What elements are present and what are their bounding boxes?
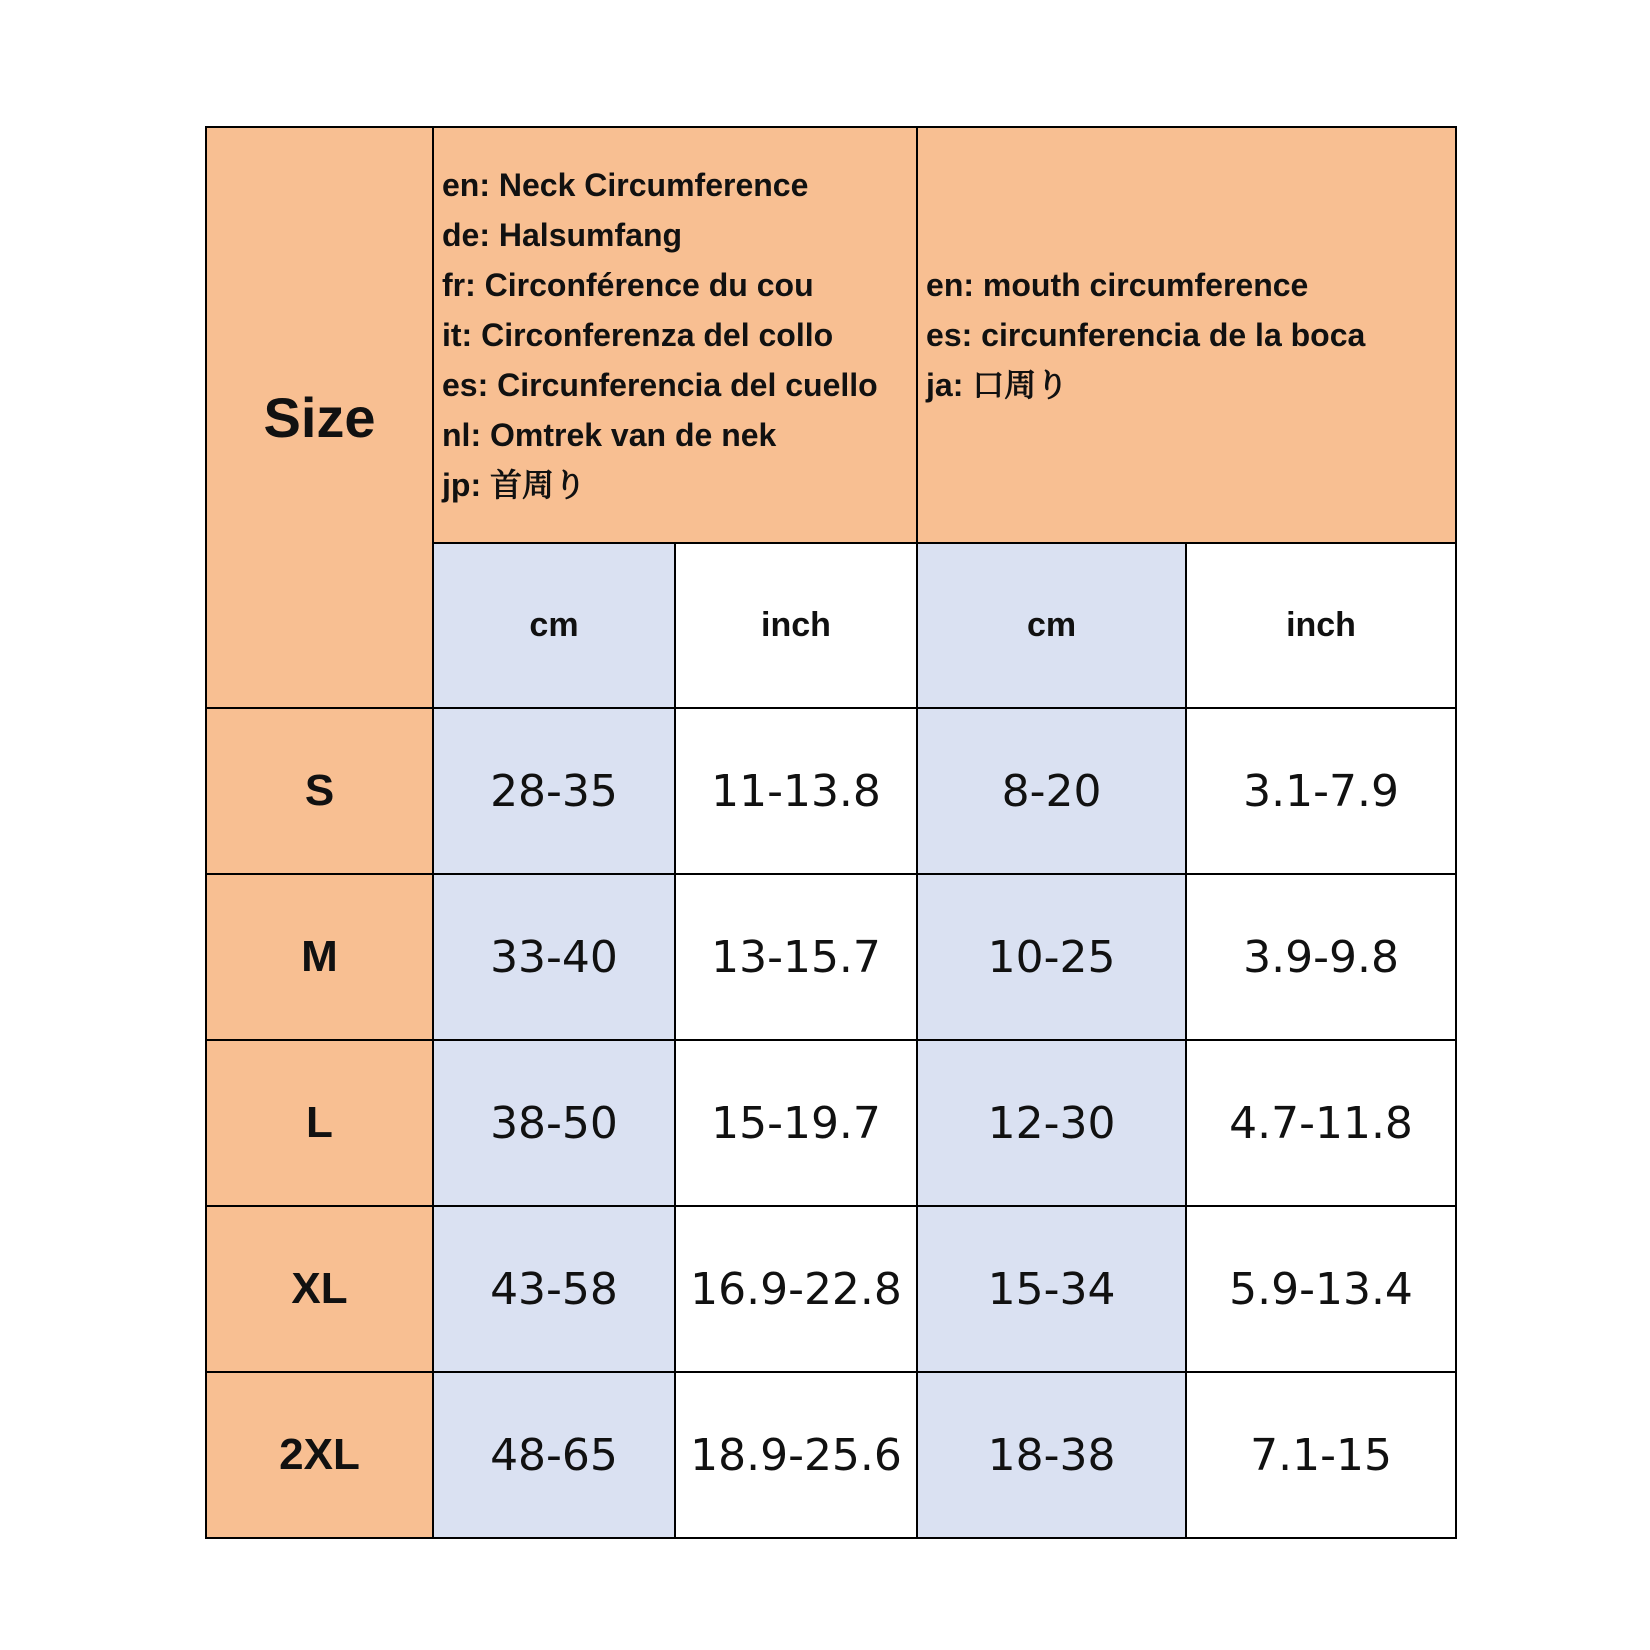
size-label: S xyxy=(206,708,433,874)
table-row xyxy=(206,1206,1456,1372)
mouth-header-line-ja: ja: 口周り xyxy=(926,367,1069,403)
mouth-inch-value: 7.1-15 xyxy=(1186,1372,1456,1538)
mouth-header-line-es: es: circunferencia de la boca xyxy=(926,317,1366,353)
neck-header-line-en: en: Neck Circumference xyxy=(442,167,809,203)
mouth-header-line-en: en: mouth circumference xyxy=(926,267,1309,303)
neck-inch-value: 18.9-25.6 xyxy=(675,1372,917,1538)
neck-cm-value: 33-40 xyxy=(433,874,675,1040)
neck-header-line-it: it: Circonferenza del collo xyxy=(442,317,834,353)
neck-header-line-nl: nl: Omtrek van de nek xyxy=(442,417,777,453)
neck-cm-value: 38-50 xyxy=(433,1040,675,1206)
neck-header-line-de: de: Halsumfang xyxy=(442,217,683,253)
unit-neck-cm: cm xyxy=(433,543,675,708)
mouth-inch-value: 3.1-7.9 xyxy=(1186,708,1456,874)
size-header-label: Size xyxy=(263,386,376,449)
table-row xyxy=(206,708,1456,874)
neck-header-line-fr: fr: Circonférence du cou xyxy=(442,267,814,303)
mouth-inch-value: 4.7-11.8 xyxy=(1186,1040,1456,1206)
header-row xyxy=(206,127,1456,543)
size-label: 2XL xyxy=(206,1372,433,1538)
unit-neck-inch: inch xyxy=(675,543,917,708)
size-label: M xyxy=(206,874,433,1040)
mouth-cm-value: 15-34 xyxy=(917,1206,1186,1372)
size-chart-table xyxy=(205,126,1457,1539)
mouth-cm-value: 10-25 xyxy=(917,874,1186,1040)
table-row xyxy=(206,1372,1456,1538)
neck-cm-value: 28-35 xyxy=(433,708,675,874)
mouth-inch-value: 3.9-9.8 xyxy=(1186,874,1456,1040)
table-row xyxy=(206,1040,1456,1206)
neck-header-line-jp: jp: 首周り xyxy=(442,467,586,503)
neck-inch-value: 16.9-22.8 xyxy=(675,1206,917,1372)
neck-inch-value: 13-15.7 xyxy=(675,874,917,1040)
mouth-inch-value: 5.9-13.4 xyxy=(1186,1206,1456,1372)
size-label: XL xyxy=(206,1206,433,1372)
neck-cm-value: 43-58 xyxy=(433,1206,675,1372)
size-label: L xyxy=(206,1040,433,1206)
unit-mouth-inch: inch xyxy=(1186,543,1456,708)
mouth-circumference-header xyxy=(917,127,1456,543)
neck-inch-value: 11-13.8 xyxy=(675,708,917,874)
mouth-cm-value: 12-30 xyxy=(917,1040,1186,1206)
mouth-cm-value: 18-38 xyxy=(917,1372,1186,1538)
neck-circumference-header xyxy=(433,127,917,543)
unit-mouth-cm: cm xyxy=(917,543,1186,708)
neck-header-line-es: es: Circunferencia del cuello xyxy=(442,367,878,403)
table-row xyxy=(206,874,1456,1040)
size-header-cell xyxy=(206,127,433,708)
mouth-cm-value: 8-20 xyxy=(917,708,1186,874)
neck-cm-value: 48-65 xyxy=(433,1372,675,1538)
neck-inch-value: 15-19.7 xyxy=(675,1040,917,1206)
